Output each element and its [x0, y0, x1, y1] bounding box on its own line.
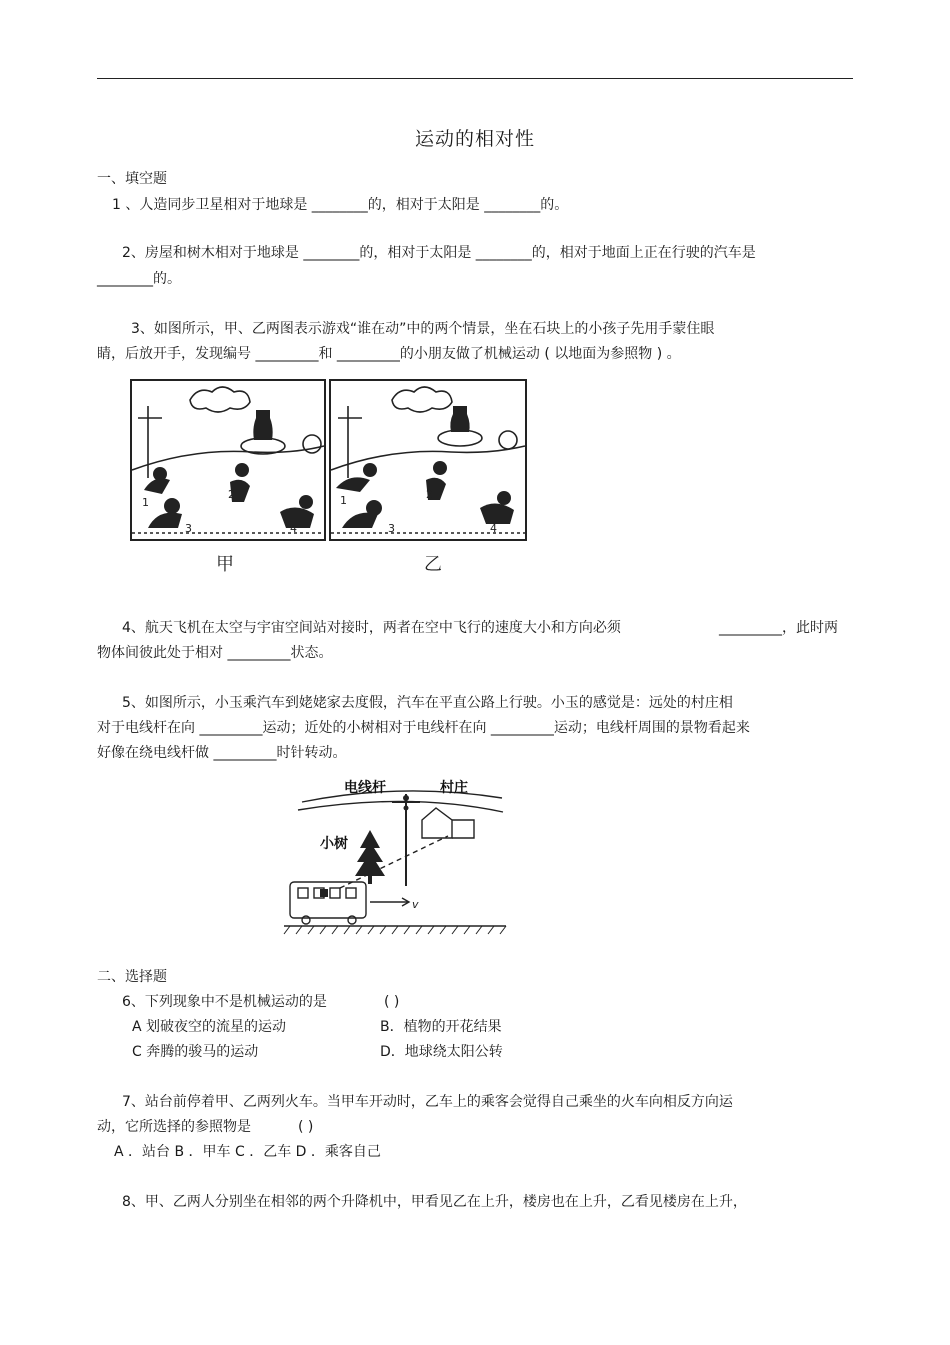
header-rule: [97, 78, 853, 79]
question-7-paren: ( ): [298, 1119, 314, 1135]
question-7-options: A ．站台 B ．甲车 C ．乙车 D ．乘客自己: [114, 1144, 381, 1160]
question-6-option-c: C 奔腾的骏马的运动: [132, 1044, 259, 1060]
question-6-option-d: D．地球绕太阳公转: [380, 1044, 503, 1060]
question-6: 6、下列现象中不是机械运动的是: [122, 994, 327, 1010]
question-4-blank: _________，此时两: [719, 620, 838, 636]
question-3-line-2: 睛，后放开手，发现编号 _________和 _________的小朋友做了机械运动 ( 以地面为参照物 ) 。: [97, 346, 681, 362]
section-fill-in: 一、填空题: [97, 171, 167, 187]
fig1-label-jia: 甲: [216, 554, 234, 575]
question-5-line-3: 好像在绕电线杆做 _________时针转动。: [97, 745, 347, 761]
figure-car-and-pole: [280, 768, 510, 940]
fig1-left-num-1: 1: [142, 496, 149, 509]
figure-who-is-moving: [130, 378, 530, 580]
question-4-line-2: 物体间彼此处于相对 _________状态。: [97, 645, 333, 661]
question-8-line-1: 8、甲、乙两人分别坐在相邻的两个升降机中，甲看见乙在上升，楼房也在上升，乙看见楼房在上升，: [122, 1194, 747, 1210]
fig1-left-num-2: 2: [228, 488, 235, 501]
question-6-option-a: A 划破夜空的流星的运动: [132, 1019, 287, 1035]
fig2-velocity-label: v: [412, 898, 419, 911]
fig1-left-num-4: 4: [290, 522, 297, 535]
fig1-label-yi: 乙: [424, 554, 442, 575]
question-4-line-1: 4、航天飞机在太空与宇宙空间站对接时，两者在空中飞行的速度大小和方向必须: [122, 620, 621, 636]
question-5-line-2: 对于电线杆在向 _________运动；近处的小树相对于电线杆在向 _________运动；电线杆周围的景物看起来: [97, 720, 750, 736]
question-3-line-1: 3、如图所示，甲、乙两图表示游戏“谁在动”中的两个情景，坐在石块上的小孩子先用手蒙住眼: [131, 321, 715, 337]
fig2-village-label: 村庄: [440, 780, 468, 796]
question-7-line-1: 7、站台前停着甲、乙两列火车。当甲车开动时，乙车上的乘客会觉得自己乘坐的火车向相反方向运: [122, 1094, 733, 1110]
fig1-right-num-3: 3: [388, 522, 395, 535]
section-choice: 二、选择题: [97, 969, 167, 985]
fig2-pole-label: 电线杆: [344, 780, 386, 796]
question-1: 1 、人造同步卫星相对于地球是 ________的，相对于太阳是 ________的。: [112, 197, 569, 213]
question-2-line-2: ________的。: [97, 271, 181, 287]
fig1-left-num-3: 3: [185, 522, 192, 535]
fig2-tree-label: 小树: [320, 836, 348, 852]
question-2-line-1: 2、房屋和树木相对于地球是 ________的，相对于太阳是 ________的，相对于地面上正在行驶的汽车是: [122, 245, 756, 261]
question-5-line-1: 5、如图所示，小玉乘汽车到姥姥家去度假，汽车在平直公路上行驶。小玉的感觉是：远处的村庄相: [122, 695, 733, 711]
fig1-right-num-4: 4: [490, 522, 497, 535]
page-title: 运动的相对性: [414, 128, 535, 150]
question-6-option-b: B．植物的开花结果: [380, 1019, 502, 1035]
question-6-paren: ( ): [384, 994, 400, 1010]
fig1-right-num-1: 1: [340, 494, 347, 507]
question-7-line-2: 动，它所选择的参照物是: [97, 1119, 251, 1135]
fig1-right-num-2: 2: [426, 488, 433, 501]
